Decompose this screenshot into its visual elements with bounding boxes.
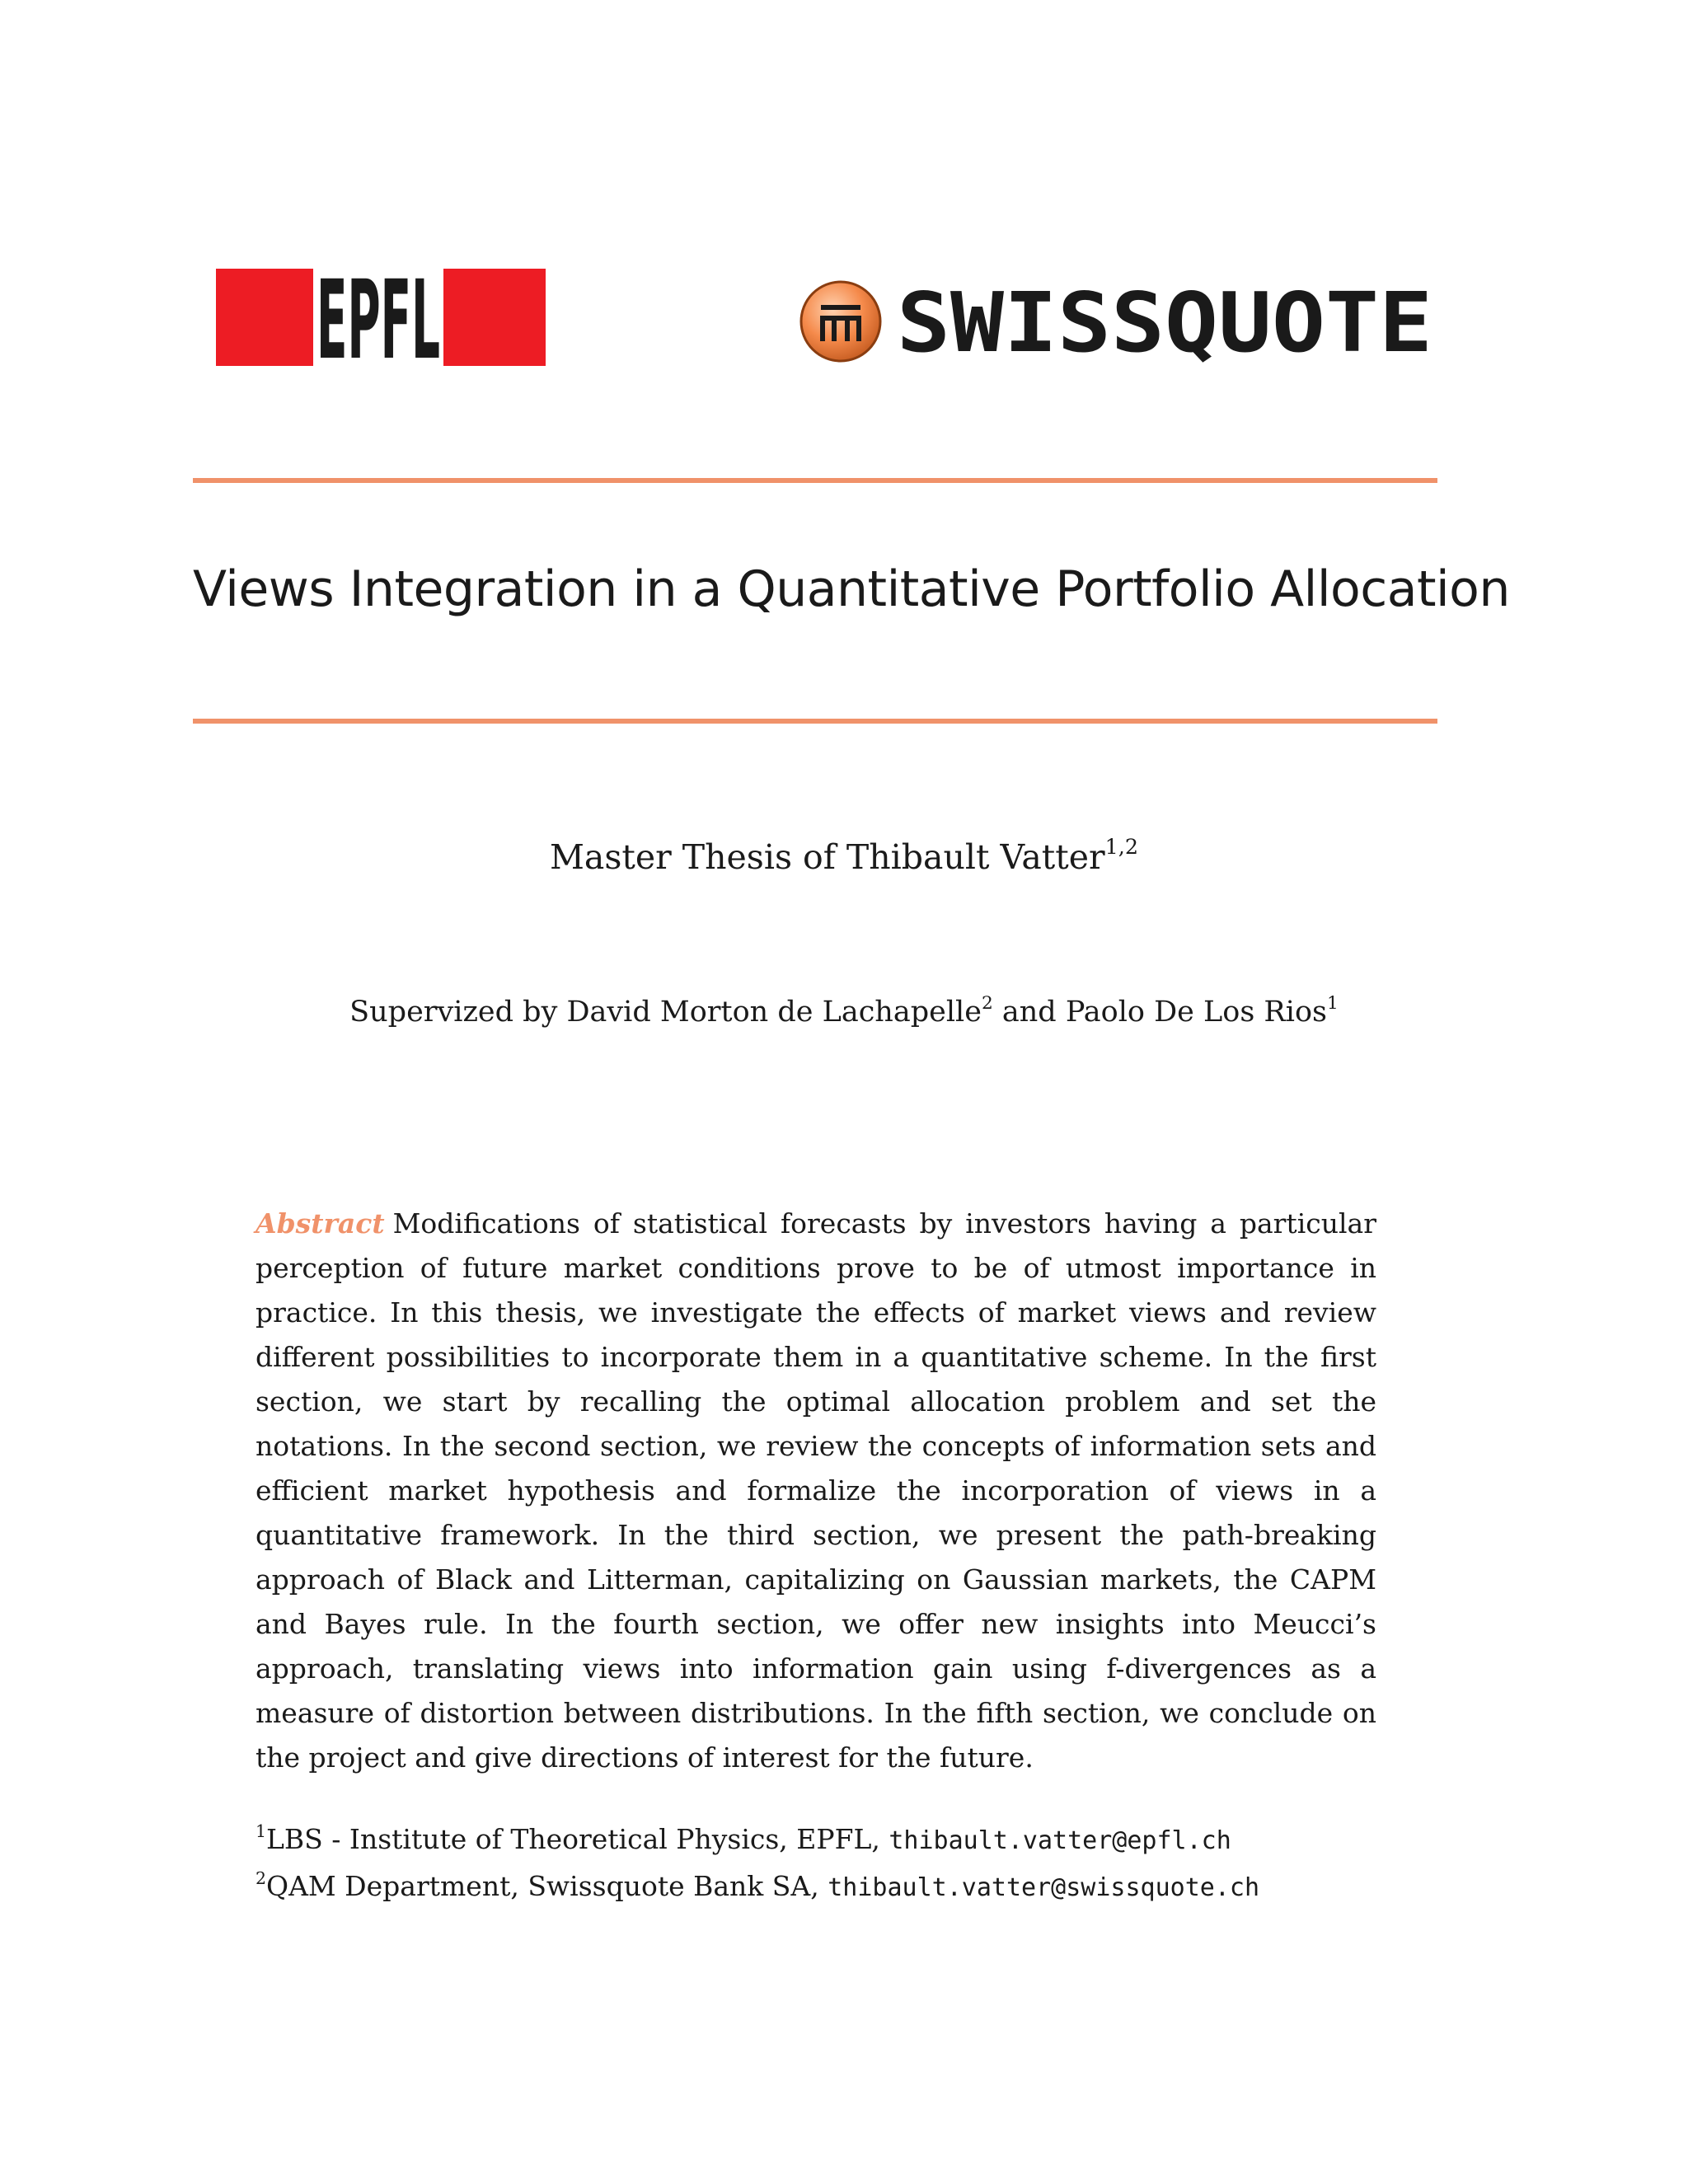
affiliation-2-text: QAM Department, Swissquote Bank SA, (266, 1870, 828, 1902)
affiliation-1-email[interactable]: thibault.vatter@epfl.ch (889, 1826, 1231, 1855)
svg-text:EPFL: EPFL (316, 257, 440, 384)
supervisors-prefix: Supervized by David Morton de Lachapelle (349, 996, 982, 1029)
supervisors-middle: and Paolo De Los Rios (992, 996, 1328, 1029)
author-affiliation-marks: 1,2 (1104, 834, 1139, 860)
affiliation-1 (256, 1816, 1409, 1863)
affiliation-1-mark: 1 (256, 1821, 267, 1841)
affiliations (256, 1816, 1409, 1910)
supervisor2-mark: 1 (1327, 992, 1339, 1014)
affiliation-2 (256, 1863, 1409, 1910)
svg-text:SWISSQUOTE: SWISSQUOTE (897, 274, 1432, 371)
swissquote-logo (798, 272, 1441, 371)
affiliation-2-email[interactable]: thibault.vatter@swissquote.ch (828, 1873, 1260, 1902)
affiliation-1-text: LBS - Institute of Theoretical Physics, EPFL, (266, 1823, 889, 1855)
supervisors-line (0, 989, 1688, 1035)
affiliation-2-mark: 2 (256, 1868, 267, 1888)
title-rule-bottom (193, 719, 1437, 724)
abstract-label: Abstract (256, 1207, 385, 1240)
abstract (256, 1202, 1376, 1780)
document-title: Views Integration in a Quantitative Portfolio Allocation (193, 560, 1510, 618)
author-text: Master Thesis of Thibault Vatter (549, 837, 1105, 877)
author-line (0, 832, 1688, 882)
title-rule-top (193, 478, 1437, 483)
epfl-logo (216, 257, 546, 384)
abstract-text: Modifications of statistical forecasts by investors having a particular perception of future market conditions prove to be of utmost importance in practice. In this thesis, we investigate the effects of market views and review different possibilities to incorporate them in a quantitative scheme. In the first section, we start by recalling the optimal allocation problem and set the notations. In the second section, we review the concepts of information sets and efficient market hypothesis and formalize the incorporation of views in a quantitative framework. In the third section, we present the path-breaking approach of Black and Litterman, capitalizing on Gaussian markets, the CAPM and Bayes rule. In the fourth section, we offer new insights into Meucci’s approach, translating views into information gain using f-divergences as a measure of distortion between distributions. In the fifth section, we conclude on the project and give directions of interest for the future. (256, 1207, 1376, 1774)
supervisor1-mark: 2 (981, 992, 993, 1014)
